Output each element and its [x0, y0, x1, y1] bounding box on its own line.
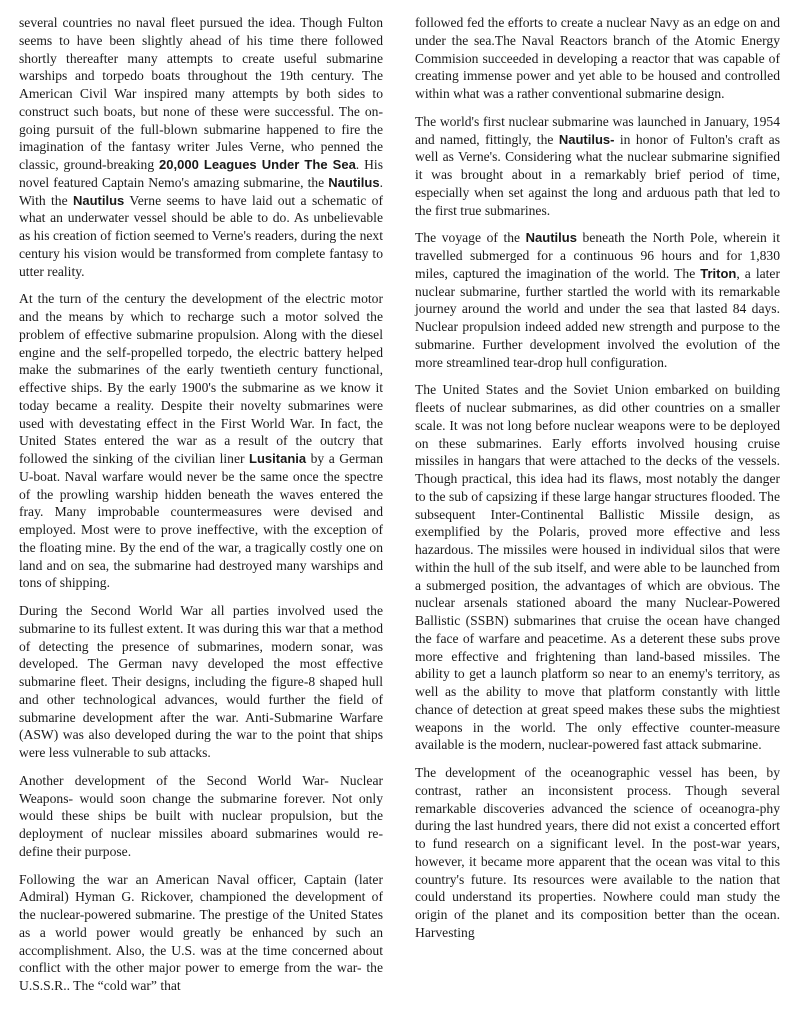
text-run: Another development of the Second World War- Nuclear Weapons- would soon change the submarine forever. Not only would these ships be built with nuclear propulsion, but the deployment of nuclear missiles aboard submarines would re-define their purpose. — [19, 772, 383, 859]
text-run: Following the war an American Naval officer, Captain (later Admiral) Hyman G. Rickover, championed the development of the nuclear-powered submarine. The prestige of the United States as a world power would greatly be enhanced by such an accomplishment. Also, the U.S. was at the time concerned about conflict with the other major power to emerge from the war- the U.S.S.R.. The “cold war” that — [19, 871, 383, 993]
bold-title-text: 20,000 Leagues Under The Sea — [159, 157, 356, 172]
paragraph — [19, 772, 383, 861]
paragraph — [415, 113, 780, 220]
bold-title-text: Nautilus — [525, 230, 577, 246]
bold-title-text: Nautilus — [72, 192, 125, 208]
bold-title-text: Triton — [700, 265, 737, 281]
paragraph — [415, 764, 780, 942]
text-run: The United States and the Soviet Union embarked on building fleets of nuclear submarines, as did other countries on a smaller scale. It was not long before nuclear weapons were to be deployed on these submarines. Early efforts involved housing cruise missiles in hangars that were attached to the decks of the vessels. Though practical, this idea had its flaws, most notably the danger to the sub of capsizing if these large hangar structures flooded. The subsequent Inter-Continental Ballistic Missile design, as exemplified by the Polaris, proved more effective and less hazardous. The missiles were housed in individual silos that were within the hull of the sub itself, and were able to be launched from a submerged position, the advantages of which are obvious. The nuclear arsenals stationed aboard the many Nuclear-Powered Ballistic (SSBN) submarines that cruise the ocean have changed the face of warfare and peacetime. As a deterent these subs prove more effective and frightening than land-based missiles. The ability to get a launch platform so near to an enemy's territory, as well as the ability to move that platform constantly with little chance of detection at great speed makes these subs the mightiest weapons in the world. The only effective counter-measure available is the modern, nuclear-powered fast attack submarine. — [415, 382, 780, 753]
text-run: several countries no naval fleet pursued the idea. Though Fulton seems to have been slightly ahead of his time there followed shortly thereafter many attempts to create useful submarine warships and torpedo boats throughout the 19th century. The American Civil War inspired many attempts by both sides to construct such boats, but none of these were successful. The on-going pursuit of the full-blown submarine happened to fire the imagination of the fantasy writer Jules Verne, who penned the classic, ground-breaking — [19, 15, 383, 172]
paragraph — [415, 381, 780, 754]
text-run: The development of the oceanographic vessel has been, by contrast, rather an inconsistent process. Though several remarkable discoveries advanced the science of oceanogra-phy during the last hundred years, there did not exist a concerted effort to fund research on a significant level. In the post-war years, however, it became more apparent that the ocean was vital to this country's future. Its resources were available to the nation that could understand its properties. Nowhere could man study the origin of the planet and its composition better than the ocean. Harvesting — [415, 765, 780, 940]
right-column — [415, 14, 780, 952]
paragraph — [415, 229, 780, 371]
paragraph — [415, 14, 780, 103]
text-run: . His novel featured Captain Nemo's amazing submarine, the — [19, 157, 383, 190]
paragraph — [19, 871, 383, 995]
text-run: The world's first nuclear submarine was launched in January, 1954 and named, fittingly, the — [415, 113, 780, 147]
bold-title-text: Nautilus- — [558, 131, 615, 147]
left-column — [19, 14, 383, 1005]
text-run: in honor of Fulton's craft as well as Verne's. Considering what the nuclear submarine signified it was brought about in a remarkably brief period of time, especially when set against the long and arduous path that led to the first true submarines. — [415, 131, 780, 218]
text-run: At the turn of the century the development of the electric motor and the means by which to recharge such a motor solved the problem of effective submarine propulsion. Along with the diesel engine and the self-propelled torpedo, the electric battery helped make the submarines of the early twentieth century functional, effective ships. By the early 1900's the submarine as we know it today became a reality. Despite their novelty submarines were used with devestating effect in the First World War. In fact, the United States entered the war as a result of the outcry that followed the sinking of the civilian liner — [19, 291, 383, 466]
text-run: followed fed the efforts to create a nuclear Navy as an edge on and under the sea.The Naval Reactors branch of the Atomic Energy Commision succeeded in developing a reactor that was capable of creating immense power and yet able to be housed and controlled within what was a rather conventional submarine design. — [415, 15, 780, 101]
paragraph — [19, 602, 383, 762]
text-run: , a later nuclear submarine, further startled the world with its remarkable journey around the world and under the sea that lasted 84 days. Nuclear propulsion indeed added new strength and purpose to the submarine. Further development involved the evolution of the more streamlined tear-drop hull configuration. — [415, 265, 780, 370]
text-run: by a German U-boat. Naval warfare would never be the same once the spectre of the prowling warship hidden beneath the waves entered the fray. Many improbable countermeasures were devised and employed. Most were to prove ineffective, with the exception of the floating mine. By the end of the war, a tragically costly one on land and on sea, the submarine had destroyed many warships and tons of shipping. — [19, 451, 383, 591]
text-run: . With the — [19, 174, 383, 208]
text-run: Verne seems to have laid out a schematic of what an underwater vessel should be able to do. As unbelievable as his creation of fiction seemed to Verne's readers, during the next century his vision would be transformed from complete fantasy to utter reality. — [19, 192, 383, 279]
text-run: beneath the North Pole, wherein it travelled submerged for a continuous 96 hours and for 1,830 miles, captured the imagination of the world. The — [415, 230, 780, 281]
text-run: The voyage of the — [415, 230, 526, 246]
paragraph — [19, 290, 383, 592]
text-run: During the Second World War all parties involved used the submarine to its fullest extent. It was during this war that a method of detecting the presence of submarines, modern sonar, was developed. The German navy developed the most effective submarine fleet. Their designs, including the figure-8 shaped hull and other technological advances, would further the field of submarine development after the war. Anti-Submarine Warfare (ASW) was also developed during the war to the point that ships were less vulnerable to sub attacks. — [19, 603, 383, 760]
paragraph — [19, 14, 383, 280]
bold-title-text: Nautilus — [328, 174, 380, 190]
bold-title-text: Lusitania — [249, 451, 307, 466]
